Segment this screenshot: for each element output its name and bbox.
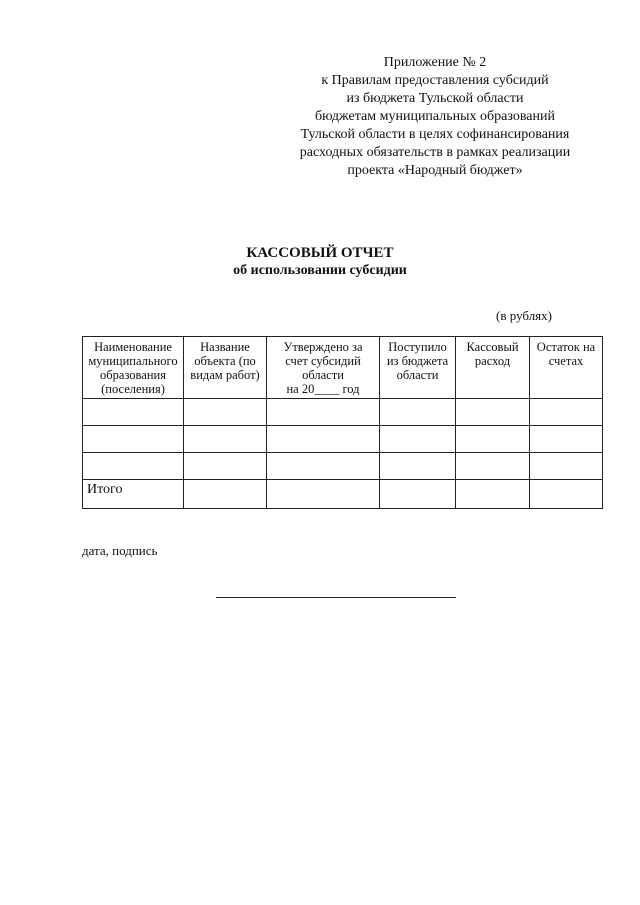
table-cell (380, 480, 456, 509)
appendix-line: к Правилам предоставления субсидий (321, 73, 549, 88)
header-line: счетах (548, 354, 584, 368)
table-row (83, 426, 603, 453)
appendix-line: Приложение № 2 (383, 55, 487, 70)
header-cash-expense (456, 337, 530, 399)
total-label: Итого (87, 482, 123, 497)
table-cell (83, 399, 184, 426)
appendix-line: проекта «Народный бюджет» (347, 163, 523, 178)
table-cell (184, 399, 267, 426)
table-row (83, 399, 603, 426)
appendix-line: бюджетам муниципальных образований (315, 109, 555, 124)
header-line: счет субсидий (285, 354, 361, 368)
table-cell (530, 399, 603, 426)
appendix-line: из бюджета Тульской области (346, 91, 524, 106)
header-line: (поселения) (101, 382, 165, 396)
header-line: Поступило (388, 340, 447, 354)
appendix-line: Тульской области в целях софинансирования (300, 127, 570, 142)
header-line: Остаток на (536, 340, 596, 354)
table-cell (380, 453, 456, 480)
header-approved (267, 337, 380, 399)
table-cell (456, 426, 530, 453)
table-cell (530, 426, 603, 453)
table-cell (184, 480, 267, 509)
cash-report-table (82, 336, 603, 509)
header-line: Название (200, 340, 250, 354)
header-line: из бюджета (386, 354, 449, 368)
table-cell (456, 480, 530, 509)
signature-label: дата, подпись (82, 543, 158, 558)
header-line: области (302, 368, 344, 382)
table-cell (456, 453, 530, 480)
table-cell (267, 399, 380, 426)
header-line: образования (100, 368, 166, 382)
header-line: Кассовый (466, 340, 519, 354)
table-cell (380, 426, 456, 453)
header-line: расход (474, 354, 511, 368)
table-cell (267, 426, 380, 453)
document-subtitle: об использовании субсидии (233, 263, 407, 278)
table-cell (530, 453, 603, 480)
total-row (83, 480, 603, 509)
header-balance (530, 337, 603, 399)
header-municipality (83, 337, 184, 399)
table-cell (456, 399, 530, 426)
header-line: объекта (по (194, 354, 256, 368)
header-line: Наименование (94, 340, 172, 354)
appendix-line: расходных обязательств в рамках реализации (299, 145, 571, 160)
total-label-cell (83, 480, 184, 509)
header-line: области (396, 368, 439, 382)
table-header-row (83, 337, 603, 399)
header-object-name (184, 337, 267, 399)
table-cell (83, 453, 184, 480)
table-row (83, 453, 603, 480)
table-cell (184, 426, 267, 453)
table-cell (83, 426, 184, 453)
table-cell (184, 453, 267, 480)
table-cell (267, 453, 380, 480)
signature-line (216, 597, 456, 598)
units-note: (в рублях) (496, 308, 552, 323)
header-line: муниципального (88, 354, 178, 368)
table-cell (380, 399, 456, 426)
header-line: на 20____ год (286, 382, 360, 396)
header-received (380, 337, 456, 399)
document-title: КАССОВЫЙ ОТЧЕТ (246, 245, 394, 261)
header-line: Утверждено за (283, 340, 363, 354)
header-line: видам работ) (190, 368, 260, 382)
table-cell (267, 480, 380, 509)
table-cell (530, 480, 603, 509)
appendix-header (270, 54, 600, 180)
